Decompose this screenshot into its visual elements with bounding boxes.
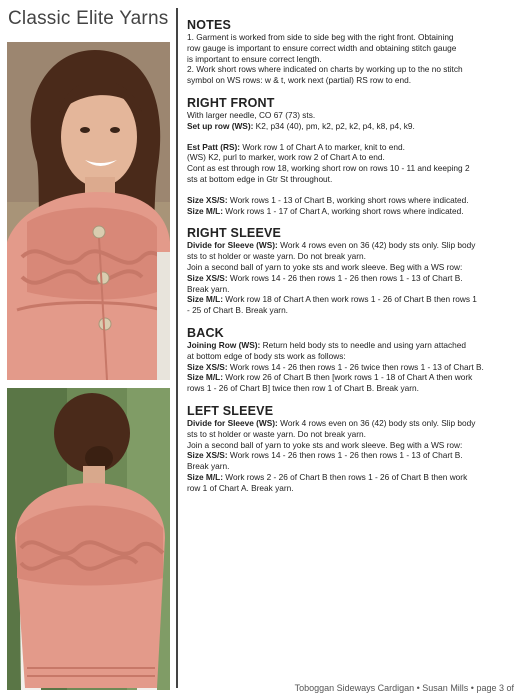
brand-title: Classic Elite Yarns — [8, 8, 169, 29]
right-sleeve-line: sts to st holder or waste yarn. Do not break yarn. — [187, 251, 366, 262]
right-sleeve-line: Break yarn. — [187, 283, 230, 294]
notes-line: 1. Garment is worked from side to side beg with the right front. Obtaining — [187, 32, 454, 42]
left-sleeve-line: Break yarn. — [187, 461, 230, 472]
back-size-xs: Size XS/S: Work rows 14 - 26 then rows 1 - 26 twice then rows 1 - 13 of Chart B. — [187, 361, 484, 372]
notes-line: 2. Work short rows where indicated on charts by working up to the no stitch — [187, 64, 463, 75]
right-front-size-xs: Size XS/S: Work rows 1 - 13 of Chart B, working short rows where indicated. — [187, 194, 469, 205]
notes-line: symbol on WS rows: w & t, work next (partial) RS row to end. — [187, 75, 412, 86]
back-line: rows 1 - 26 of Chart B] twice then row 1 of Chart B. Break yarn. — [187, 383, 419, 394]
left-sleeve-size-m: Size M/L: Work rows 2 - 26 of Chart B then rows 1 - 26 of Chart B then work — [187, 471, 468, 482]
photo-front-view — [7, 42, 170, 380]
section-heading-left-sleeve: LEFT SLEEVE — [187, 403, 274, 418]
photo-back-view — [7, 388, 170, 690]
right-front-size-m: Size M/L: Work rows 1 - 17 of Chart A, working short rows where indicated. — [187, 205, 464, 216]
right-front-line: (WS) K2, purl to marker, work row 2 of Chart A to end. — [187, 152, 385, 163]
right-sleeve-size-m: Size M/L: Work row 18 of Chart A then work rows 1 - 26 of Chart B then rows 1 — [187, 294, 477, 305]
back-size-m: Size M/L: Work row 26 of Chart B then [work rows 1 - 18 of Chart A then work — [187, 372, 473, 383]
section-heading-right-sleeve: RIGHT SLEEVE — [187, 226, 282, 241]
right-front-line: sts at bottom edge in Gtr St throughout. — [187, 173, 333, 184]
right-sleeve-size-xs: Size XS/S: Work rows 14 - 26 then rows 1 - 26 then rows 1 - 13 of Chart B. — [187, 272, 463, 283]
column-divider — [176, 8, 178, 688]
left-sleeve-divide: Divide for Sleeve (WS): Work 4 rows even on 36 (42) body sts only. Slip body — [187, 417, 476, 428]
notes-line: is important to ensure correct length. — [187, 53, 322, 64]
right-front-setup: Set up row (WS): K2, p34 (40), pm, k2, p2, k2, p4, k8, p4, k9. — [187, 120, 415, 131]
section-heading-back: BACK — [187, 325, 224, 340]
right-sleeve-line: Join a second ball of yarn to yoke sts and work sleeve. Beg with a WS row: — [187, 261, 463, 272]
right-front-line: Cont as est through row 18, working short row on rows 10 - 11 and keeping 2 — [187, 163, 470, 174]
section-heading-notes: NOTES — [187, 18, 232, 32]
left-sleeve-line: row 1 of Chart A. Break yarn. — [187, 482, 294, 493]
pattern-text-column — [187, 18, 515, 494]
page-footer: Toboggan Sideways Cardigan • Susan Mills • page 3 of — [294, 683, 514, 693]
left-sleeve-line: sts to st holder or waste yarn. Do not break yarn. — [187, 428, 366, 439]
left-sleeve-size-xs: Size XS/S: Work rows 14 - 26 then rows 1 - 26 then rows 1 - 13 of Chart B. — [187, 450, 463, 461]
back-line: at bottom edge of body sts work as follows: — [187, 350, 346, 361]
right-front-est-patt: Est Patt (RS): Work row 1 of Chart A to marker, knit to end. — [187, 141, 405, 152]
right-sleeve-line: - 25 of Chart B. Break yarn. — [187, 305, 288, 316]
right-sleeve-divide: Divide for Sleeve (WS): Work 4 rows even on 36 (42) body sts only. Slip body — [187, 240, 476, 251]
left-sleeve-line: Join a second ball of yarn to yoke sts and work sleeve. Beg with a WS row: — [187, 439, 463, 450]
right-front-line: With larger needle, CO 67 (73) sts. — [187, 109, 316, 120]
notes-line: row gauge is important to ensure correct width and obtaining stitch gauge — [187, 42, 457, 53]
section-heading-right-front: RIGHT FRONT — [187, 95, 275, 110]
back-joining-row: Joining Row (WS): Return held body sts to needle and using yarn attached — [187, 339, 466, 350]
